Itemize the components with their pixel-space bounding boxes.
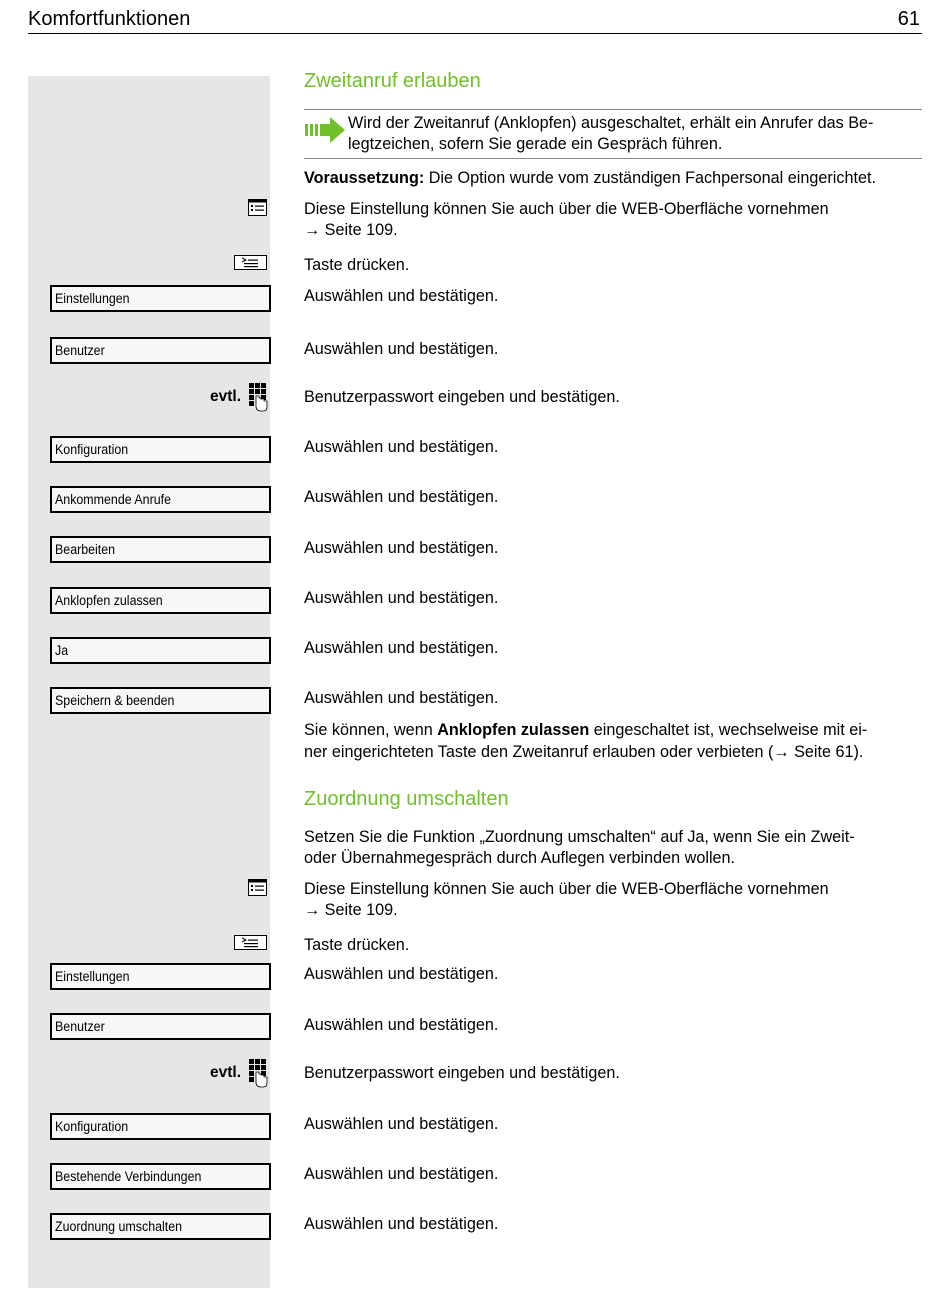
menu-item-benutzer[interactable]: Benutzer — [50, 337, 271, 364]
web-hint-line-2: → Seite 109. — [304, 901, 398, 919]
web-interface-icon — [248, 199, 267, 216]
menu-item-konfiguration[interactable]: Konfiguration — [50, 1113, 271, 1140]
page-header — [28, 6, 922, 34]
menu-item-anklopfen-zulassen[interactable]: Anklopfen zulassen — [50, 587, 271, 614]
menu-item-ja[interactable]: Ja — [50, 637, 271, 664]
menu-key-icon — [234, 935, 267, 950]
menu-item-bestehende-verbindungen[interactable]: Bestehende Verbindungen — [50, 1163, 271, 1190]
menu-item-einstellungen[interactable]: Einstellungen — [50, 963, 271, 990]
evtl-label: evtl. — [210, 388, 242, 405]
step-text: Auswählen und bestätigen. — [304, 639, 499, 657]
step-text: Auswählen und bestätigen. — [304, 340, 499, 358]
menu-item-ankommende-anrufe[interactable]: Ankommende Anrufe — [50, 486, 271, 513]
menu-item-einstellungen[interactable]: Einstellungen — [50, 285, 271, 312]
evtl-label: evtl. — [210, 1064, 242, 1081]
green-arrow-icon — [304, 116, 346, 144]
step-text: Auswählen und bestätigen. — [304, 539, 499, 557]
note-bottom-rule — [304, 158, 922, 159]
prerequisite — [304, 168, 924, 190]
step-text: Auswählen und bestätigen. — [304, 438, 499, 456]
anklopfen-info-line-1: Sie können, wenn Anklopfen zulassen eingeschaltet ist, wechselweise mit ei- — [304, 721, 868, 739]
anklopfen-info-line-2: ner eingerichteten Taste den Zweitanruf erlauben oder verbieten (→ Seite 61). — [304, 743, 864, 761]
step-text: Auswählen und bestätigen. — [304, 1115, 499, 1133]
web-hint-line-2: → Seite 109. — [304, 221, 398, 239]
menu-item-benutzer[interactable]: Benutzer — [50, 1013, 271, 1040]
prerequisite-text: Die Option wurde vom zuständigen Fachpersonal eingerichtet. — [424, 169, 876, 187]
prerequisite-label: Voraussetzung: — [304, 169, 425, 187]
step-text: Auswählen und bestätigen. — [304, 1165, 499, 1183]
section-heading-zweitanruf: Zweitanruf erlauben — [304, 70, 481, 92]
menu-item-speichern-beenden[interactable]: Speichern & beenden — [50, 687, 271, 714]
step-text: Auswählen und bestätigen. — [304, 488, 499, 506]
menu-item-konfiguration[interactable]: Konfiguration — [50, 436, 271, 463]
step-text: Auswählen und bestätigen. — [304, 287, 499, 305]
section-heading-zuordnung: Zuordnung umschalten — [304, 788, 509, 810]
menu-item-bearbeiten[interactable]: Bearbeiten — [50, 536, 271, 563]
step-text: Auswählen und bestätigen. — [304, 1215, 499, 1233]
web-hint-line-1: Diese Einstellung können Sie auch über die WEB-Oberfläche vornehmen — [304, 200, 829, 218]
menu-item-zuordnung-umschalten[interactable]: Zuordnung umschalten — [50, 1213, 271, 1240]
step-text: Auswählen und bestätigen. — [304, 965, 499, 983]
chapter-title: Komfortfunktionen — [28, 8, 191, 30]
step-text: Auswählen und bestätigen. — [304, 589, 499, 607]
note-top-rule — [304, 109, 922, 110]
step-text: Benutzerpasswort eingeben und bestätigen. — [304, 1064, 620, 1082]
menu-key-icon — [234, 255, 267, 270]
step-text: Auswählen und bestätigen. — [304, 689, 499, 707]
note-line-2: legtzeichen, sofern Sie gerade ein Gespräch führen. — [348, 135, 723, 153]
note-line-1: Wird der Zweitanruf (Anklopfen) ausgeschaltet, erhält ein Anrufer das Be- — [348, 114, 874, 132]
web-hint-line-1: Diese Einstellung können Sie auch über die WEB-Oberfläche vornehmen — [304, 880, 829, 898]
press-key-text: Taste drücken. — [304, 256, 410, 274]
web-interface-icon — [248, 879, 267, 896]
page-number: 61 — [897, 8, 920, 30]
intro-line-1: Setzen Sie die Funktion „Zuordnung umschalten“ auf Ja, wenn Sie ein Zweit- — [304, 828, 855, 846]
step-text: Auswählen und bestätigen. — [304, 1016, 499, 1034]
step-text: Benutzerpasswort eingeben und bestätigen. — [304, 388, 620, 406]
press-key-text: Taste drücken. — [304, 936, 410, 954]
keypad-icon — [248, 382, 268, 412]
intro-line-2: oder Übernahmegespräch durch Auflegen verbinden wollen. — [304, 849, 736, 867]
keypad-icon — [248, 1058, 268, 1088]
